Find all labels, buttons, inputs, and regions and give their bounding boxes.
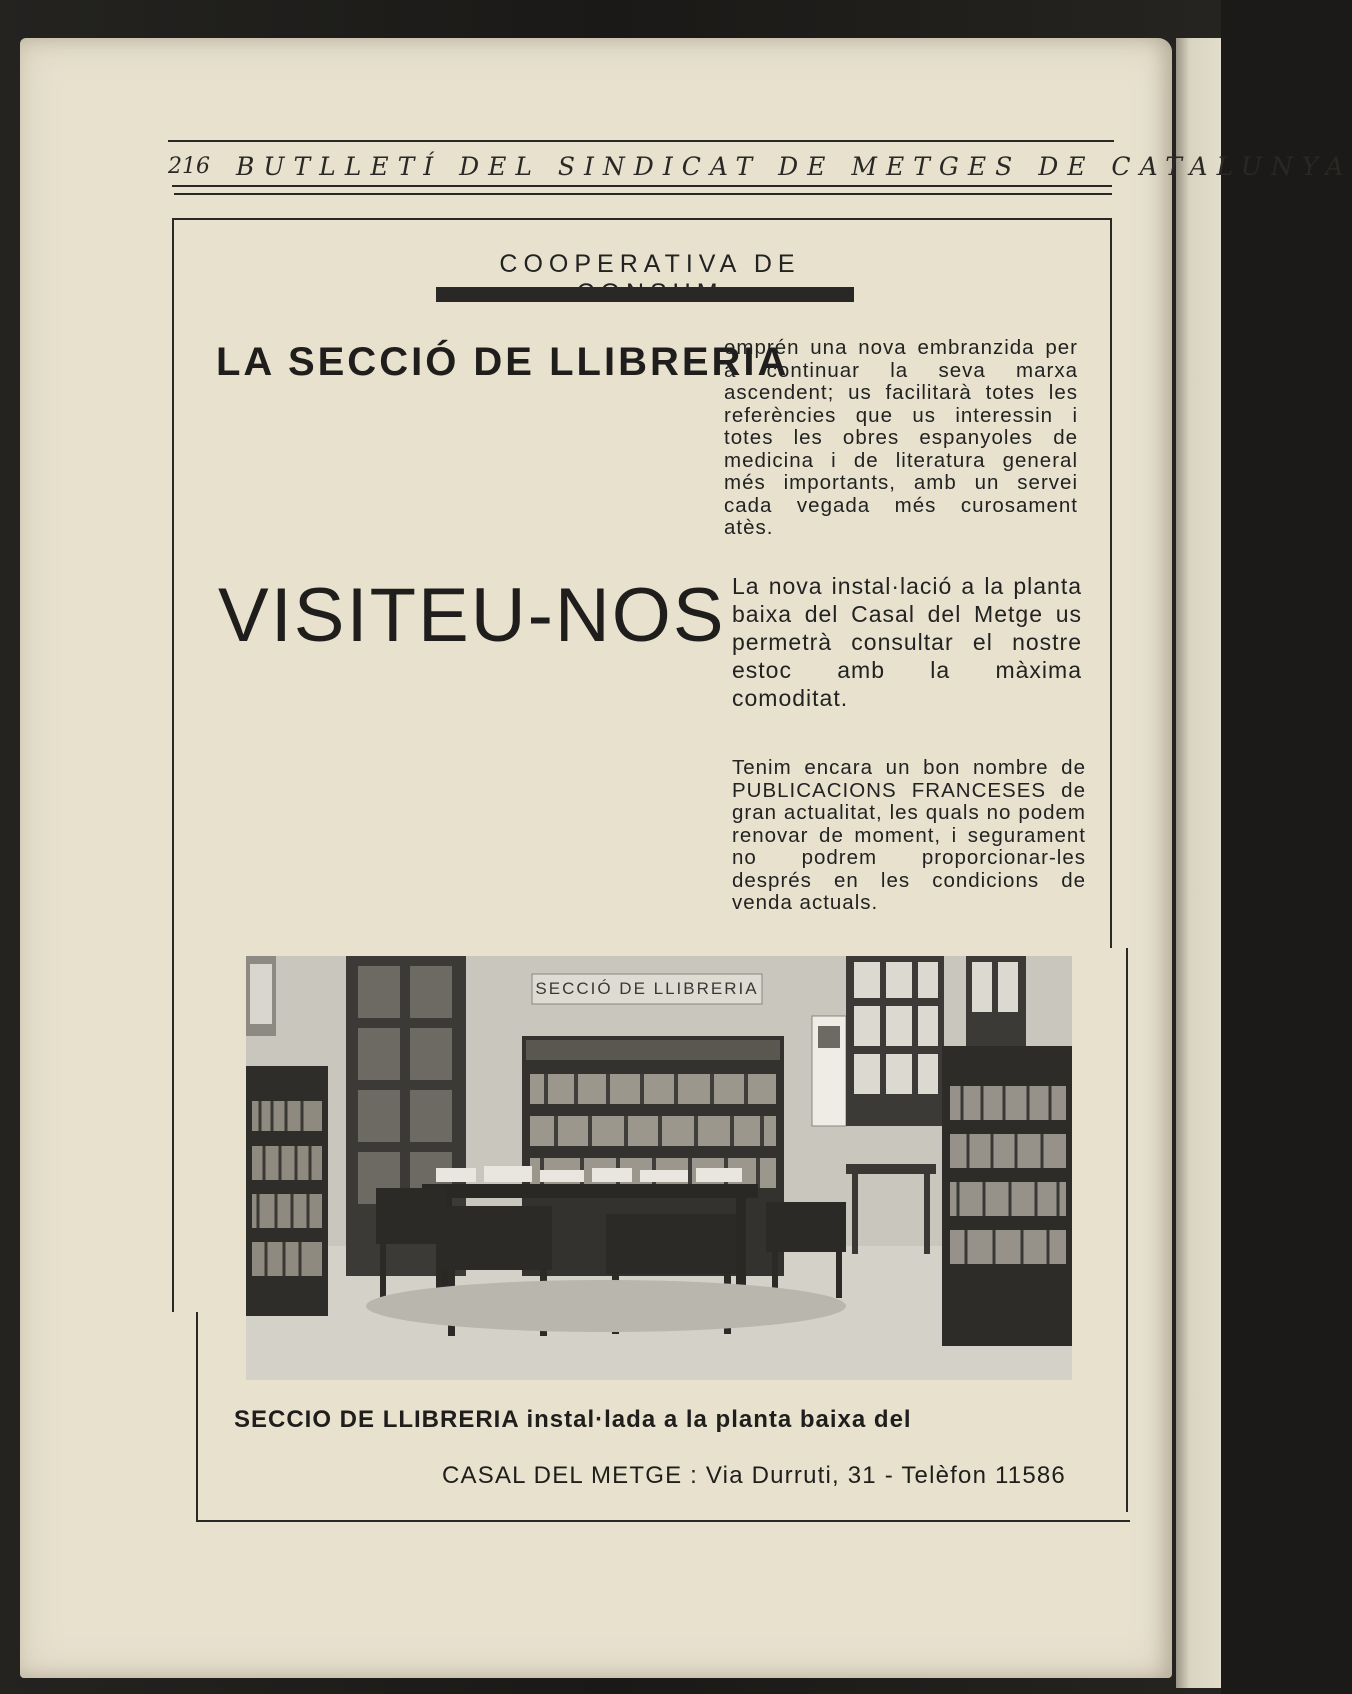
bookshop-photo-illustration — [246, 956, 1072, 1380]
ad-frame-bottom — [196, 1520, 1130, 1522]
ad-headline: LA SECCIÓ DE LLIBRERIA — [216, 340, 790, 384]
footer-address-line-2 — [442, 1462, 1102, 1490]
footer-address-text: CASAL DEL METGE : Via Durruti, 31 - Telèfon 11586 — [442, 1462, 1066, 1489]
footer-address-line-1: SECCIO DE LLIBRERIA instal·lada a la planta baixa del — [234, 1406, 912, 1433]
ad-kicker: COOPERATIVA DE — [499, 250, 801, 278]
ad-paragraph-1: emprén una nova embranzida per a continuar la seva marxa ascendent; us facilitarà totes les referències que us interessin i totes les obres espanyoles de medicina i de literatura general més importants, amb un servei cada vegada més curosament atès. — [724, 336, 1078, 539]
ad-paragraph-3: Tenim encara un bon nombre de PUBLICACIONS FRANCESES de gran actualitat, les quals no podem renovar de moment, i segurament no podrem proporcionar-les després en les condicions de venda actuals. — [732, 756, 1086, 914]
kicker-underline-bar — [436, 287, 854, 302]
header-rule-top — [168, 140, 1114, 142]
bookshop-photograph — [246, 956, 1072, 1380]
facing-page-edge — [1176, 38, 1221, 1688]
photo-sign-text: SECCIÓ DE LLIBRERIA — [535, 979, 759, 998]
ad-frame-left — [172, 218, 174, 1312]
journal-title: BUTLLETÍ DEL SINDICAT DE METGES DE CATALUNYA — [236, 151, 1352, 181]
header-rule-bottom-2 — [174, 193, 1112, 195]
ad-frame-left-lower — [196, 1312, 198, 1522]
ad-paragraph-2: La nova instal·lació a la planta baixa del Casal del Metge us permetrà consultar el nostre estoc amb la màxima comoditat. — [732, 573, 1082, 711]
page-number: 216 — [168, 153, 210, 179]
ad-frame-right — [1110, 218, 1112, 948]
ad-frame-right-lower — [1126, 948, 1128, 1512]
ad-frame-top — [172, 218, 1112, 220]
call-to-action-heading: VISITEU-NOS — [218, 573, 726, 658]
running-header — [168, 146, 1352, 186]
